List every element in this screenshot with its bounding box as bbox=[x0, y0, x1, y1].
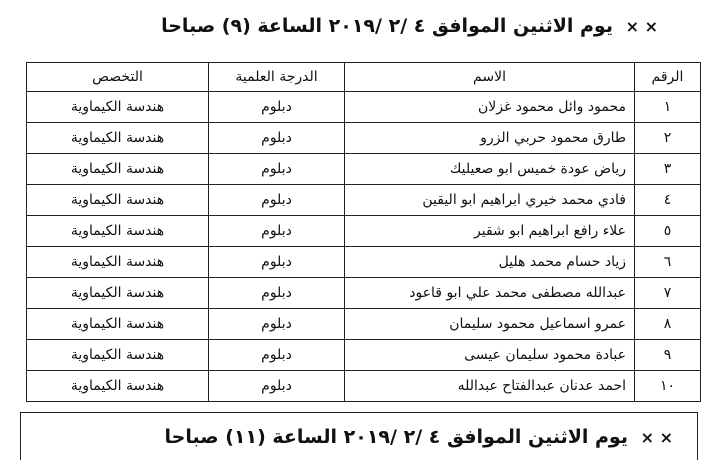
next-session-box bbox=[20, 412, 698, 460]
heading-text: يوم الاثنين الموافق ٤ /٢ /٢٠١٩ الساعة (١١) صباحا bbox=[164, 426, 628, 448]
row-name: احمد عدنان عبدالفتاح عبدالله bbox=[345, 371, 635, 402]
row-name: طارق محمود حربي الزرو bbox=[345, 123, 635, 154]
row-degree: دبلوم bbox=[209, 185, 345, 216]
row-specialty: هندسة الكيماوية bbox=[27, 278, 209, 309]
row-name: فادي محمد خيري ابراهيم ابو اليقين bbox=[345, 185, 635, 216]
header-degree: الدرجة العلمية bbox=[209, 63, 345, 92]
table-row bbox=[27, 185, 701, 216]
table-header-row bbox=[27, 63, 701, 92]
row-name: عبادة محمود سليمان عيسى bbox=[345, 340, 635, 371]
row-specialty: هندسة الكيماوية bbox=[27, 92, 209, 123]
row-degree: دبلوم bbox=[209, 123, 345, 154]
table-row bbox=[27, 123, 701, 154]
header-number: الرقم bbox=[635, 63, 701, 92]
table-row bbox=[27, 216, 701, 247]
table-row bbox=[27, 247, 701, 278]
row-name: رياض عودة خميس ابو صعيليك bbox=[345, 154, 635, 185]
table-row bbox=[27, 340, 701, 371]
row-name: محمود وائل محمود غزلان bbox=[345, 92, 635, 123]
table-row bbox=[27, 154, 701, 185]
row-number: ١٠ bbox=[635, 371, 701, 402]
header-name: الاسم bbox=[345, 63, 635, 92]
row-specialty: هندسة الكيماوية bbox=[27, 216, 209, 247]
row-degree: دبلوم bbox=[209, 340, 345, 371]
row-name: علاء رافع ابراهيم ابو شقير bbox=[345, 216, 635, 247]
row-number: ١ bbox=[635, 92, 701, 123]
row-degree: دبلوم bbox=[209, 154, 345, 185]
row-degree: دبلوم bbox=[209, 371, 345, 402]
session-heading-9am bbox=[161, 6, 658, 47]
row-number: ٢ bbox=[635, 123, 701, 154]
row-name: عبدالله مصطفى محمد علي ابو قاعود bbox=[345, 278, 635, 309]
table-row bbox=[27, 278, 701, 309]
table-row bbox=[27, 92, 701, 123]
row-degree: دبلوم bbox=[209, 278, 345, 309]
row-number: ٣ bbox=[635, 154, 701, 185]
row-degree: دبلوم bbox=[209, 309, 345, 340]
row-specialty: هندسة الكيماوية bbox=[27, 340, 209, 371]
row-degree: دبلوم bbox=[209, 216, 345, 247]
row-number: ٨ bbox=[635, 309, 701, 340]
heading-marks: × × bbox=[625, 17, 658, 36]
row-specialty: هندسة الكيماوية bbox=[27, 123, 209, 154]
row-degree: دبلوم bbox=[209, 247, 345, 278]
row-name: زياد حسام محمد هليل bbox=[345, 247, 635, 278]
header-specialty: التخصص bbox=[27, 63, 209, 92]
row-number: ٤ bbox=[635, 185, 701, 216]
row-specialty: هندسة الكيماوية bbox=[27, 309, 209, 340]
row-name: عمرو اسماعيل محمود سليمان bbox=[345, 309, 635, 340]
table-row bbox=[27, 309, 701, 340]
row-specialty: هندسة الكيماوية bbox=[27, 371, 209, 402]
row-specialty: هندسة الكيماوية bbox=[27, 154, 209, 185]
table-row bbox=[27, 371, 701, 402]
session-heading-11am bbox=[165, 417, 673, 458]
row-number: ٥ bbox=[635, 216, 701, 247]
heading-marks: × × bbox=[640, 428, 673, 447]
row-number: ٦ bbox=[635, 247, 701, 278]
row-number: ٩ bbox=[635, 340, 701, 371]
row-number: ٧ bbox=[635, 278, 701, 309]
row-specialty: هندسة الكيماوية bbox=[27, 185, 209, 216]
candidates-table bbox=[26, 62, 701, 402]
heading-text: يوم الاثنين الموافق ٤ /٢ /٢٠١٩ الساعة (٩) صباحا bbox=[161, 15, 613, 37]
row-degree: دبلوم bbox=[209, 92, 345, 123]
row-specialty: هندسة الكيماوية bbox=[27, 247, 209, 278]
